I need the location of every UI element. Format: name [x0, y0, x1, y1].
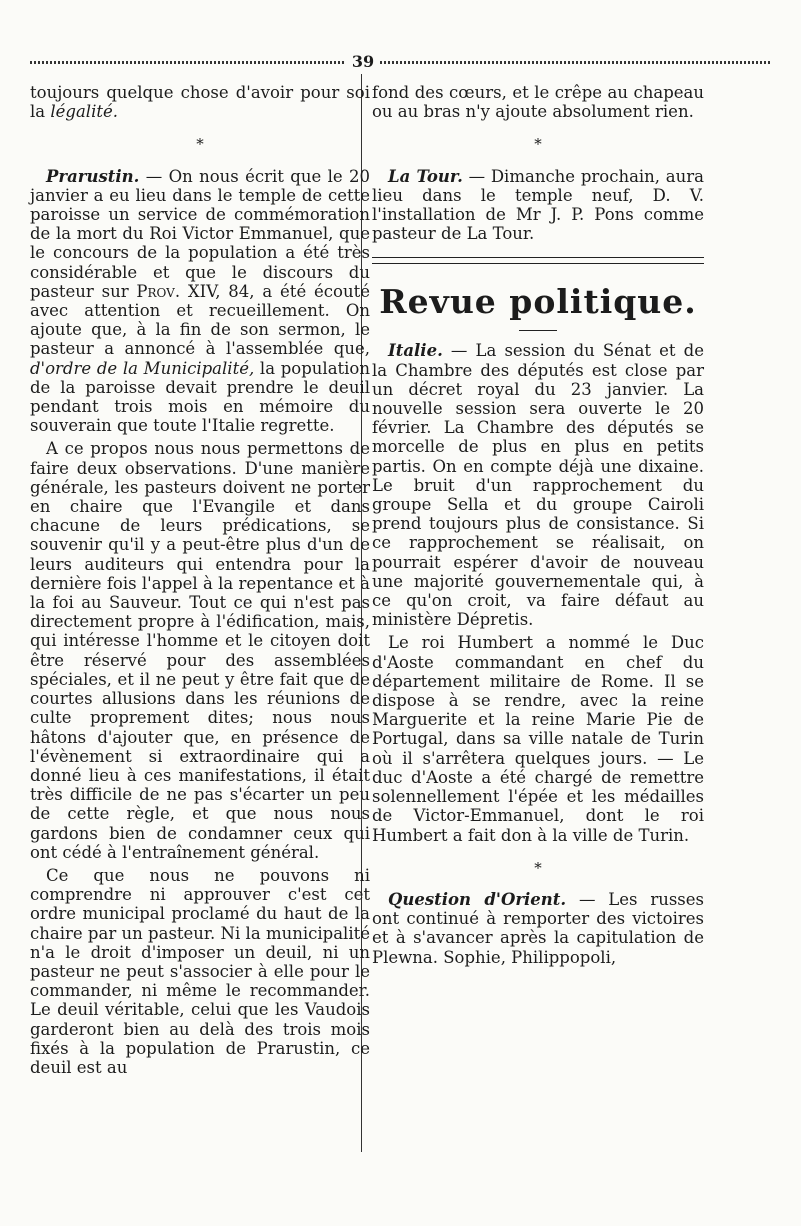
paragraph-ordre-municipal: Ce que nous ne pouvons ni comprendre ni approuver c'est cet ordre municipal proclamé du haut de la chaire par un pasteur. Ni la municipalité n'a le droit d'imposer un deuil, ni un pasteur ne peut s'associer à elle pour le commander, ni même le recommander. Le deuil véritable, celui que les Vaudois garderont bien au delà des trois mois fixés à la population de Prarustin, ce deuil est au: [30, 865, 370, 1077]
left-column: [30, 83, 370, 1077]
separator-star: *: [196, 135, 204, 154]
article-la-tour: La Tour. — Dimanche prochain, aura lieu dans le temple neuf, D. V. l'installation de Mr J. P. Pons comme pasteur de La Tour.: [372, 166, 704, 244]
separator-star: *: [534, 135, 542, 154]
bible-reference: Prov. XIV, 84,: [136, 281, 255, 301]
page-header: [30, 52, 772, 72]
separator-star: *: [534, 858, 542, 877]
article-question-orient: Question d'Orient. — Les russes ont continué à remporter des victoires et à s'avancer après la capitulation de Plewna. Sophie, Philippopoli,: [372, 889, 704, 967]
right-column: [372, 83, 704, 967]
paragraph-observations: A ce propos nous nous permettons de faire deux observations. D'une manière générale, les pasteurs doivent ne porter en chaire que l'Evangile et dans chacune de leurs prédications, se souvenir qu'il y a peut-être plus d'un de leurs auditeurs qui entendra pour la dernière fois l'appel à la repentance et à la foi au Sauveur. Tout ce qui n'est pas directement propre à l'édification, mais, qui intéresse l'homme et le citoyen doit être réservé pour des assemblées spéciales, et il ne peut y être fait que de courtes allusions dans les réunions de culte proprement dites; nous nous hâtons d'ajouter que, en présence de l'évènement si extraordinaire qui a donné lieu à ces manifestations, il était très difficile de ne pas s'écarter un peu de cette règle, et que nous nous gardons bien de condamner ceux qui ont cédé à l'entraînement général.: [30, 439, 370, 862]
rubric-prarustin: Prarustin.: [46, 166, 140, 186]
rubric-italie: Italie.: [388, 341, 443, 361]
section-title: Revue politique.: [379, 282, 697, 322]
header-rule-left: [30, 61, 346, 64]
rubric-question-orient: Question d'Orient.: [388, 889, 567, 909]
paragraph-roi-humbert: Le roi Humbert a nommé le Duc d'Aoste commandant en chef du département militaire de Rome. Il se dispose à se rendre, avec la reine Marguerite et la reine Marie Pie de Portugal, dans sa ville natale de Turin où il s'arrêtera quelques jours. — Le duc d'Aoste a été chargé de remettre solennellement l'épée et les médailles de Victor-Emmanuel, dont le roi Humbert a fait don à la ville de Turin.: [372, 633, 704, 845]
article-prarustin: Prarustin. — On nous écrit que le 20 janvier a eu lieu dans le temple de cette paroisse un service de commémoration de la mort du Roi Victor Emmanuel, que le concours de la population a été très considérable et que le discours du pasteur sur Prov. XIV, 84, a été écouté avec attention et recueillement. On ajoute que, à la fin de son sermon, le pasteur a annoncé à l'assemblée que, d'ordre de la Municipalité, la population de la paroisse devait prendre le deuil pendant trois mois en mémoire du souverain que toute l'Italie regrette.: [30, 166, 370, 436]
paragraph-legalite: toujours quelque chose d'avoir pour soi la légalité.: [30, 83, 370, 122]
article-italie: Italie. — La session du Sénat et de la Chambre des députés est close par un décret royal du 23 janvier. La nouvelle session sera ouverte le 20 février. La Chambre des députés se morcelle de plus en plus en petits partis. On en compte déjà une dixaine. Le bruit d'un rapprochement du groupe Sella et du groupe Cairoli prend toujours plus de consistance. Si ce rapprochement se réalisait, on pourrait espérer d'avoir de nouveau une majorité gouvernementale qui, à ce qu'on croit, va faire défaut au ministère Dépretis.: [372, 341, 704, 630]
header-rule-right: [380, 61, 772, 64]
rubric-la-tour: La Tour.: [388, 166, 463, 186]
short-rule: [519, 330, 557, 331]
paragraph-continuation: fond des cœurs, et le crêpe au chapeau ou au bras n'y ajoute absolument rien.: [372, 83, 704, 122]
double-rule: [372, 257, 704, 264]
page-number: 39: [351, 52, 375, 71]
